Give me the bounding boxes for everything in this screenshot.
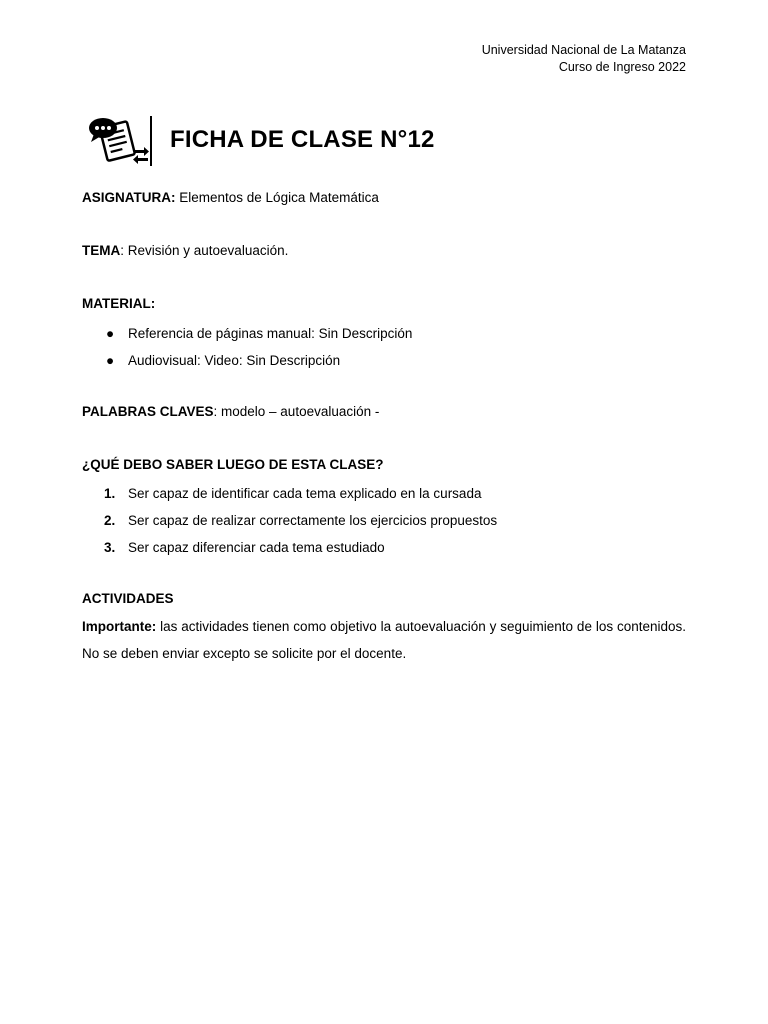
list-item xyxy=(82,324,412,351)
asignatura-value: Elementos de Lógica Matemática xyxy=(175,190,379,205)
material-item-text: Audiovisual: Video: Sin Descripción xyxy=(128,353,341,368)
list-number: 3. xyxy=(104,540,116,555)
tema-value: : Revisión y autoevaluación. xyxy=(120,243,289,258)
palabras-label: PALABRAS CLAVES xyxy=(82,404,214,419)
page-header xyxy=(482,42,686,76)
tema-line xyxy=(82,243,288,258)
important-label: Importante: xyxy=(82,619,157,634)
important-text: las actividades tienen como objetivo la autoevaluación y seguimiento de los contenidos. No se deben enviar excepto se solicite por el docente. xyxy=(82,619,686,661)
saber-list xyxy=(82,484,497,565)
material-item-text: Referencia de páginas manual: Sin Descripción xyxy=(128,326,413,341)
list-item xyxy=(82,351,412,378)
title-row xyxy=(88,114,435,166)
saber-label: ¿QUÉ DEBO SABER LUEGO DE ESTA CLASE? xyxy=(82,457,384,472)
actividades-paragraph xyxy=(82,613,686,667)
tema-label: TEMA xyxy=(82,243,121,258)
asignatura-label: ASIGNATURA: xyxy=(82,190,176,205)
saber-item-text: Ser capaz de realizar correctamente los ejercicios propuestos xyxy=(128,513,498,528)
course-name: Curso de Ingreso 2022 xyxy=(558,60,686,74)
class-sheet-icon xyxy=(88,114,152,166)
saber-item-text: Ser capaz de identificar cada tema explicado en la cursada xyxy=(128,486,482,501)
palabras-line xyxy=(82,404,379,419)
list-item xyxy=(82,484,497,511)
material-list xyxy=(82,324,412,378)
bullet-icon: ● xyxy=(106,353,115,368)
actividades-label: ACTIVIDADES xyxy=(82,591,174,606)
palabras-value: : modelo – autoevaluación - xyxy=(213,404,380,419)
bullet-icon: ● xyxy=(106,326,115,341)
saber-item-text: Ser capaz diferenciar cada tema estudiado xyxy=(128,540,385,555)
list-item xyxy=(82,511,497,538)
list-item xyxy=(82,538,497,565)
page-title: FICHA DE CLASE N°12 xyxy=(170,126,435,153)
document-page xyxy=(82,0,686,1024)
material-label: MATERIAL: xyxy=(82,296,156,311)
list-number: 2. xyxy=(104,513,116,528)
asignatura-line xyxy=(82,190,379,205)
university-name: Universidad Nacional de La Matanza xyxy=(481,43,686,57)
list-number: 1. xyxy=(104,486,116,501)
